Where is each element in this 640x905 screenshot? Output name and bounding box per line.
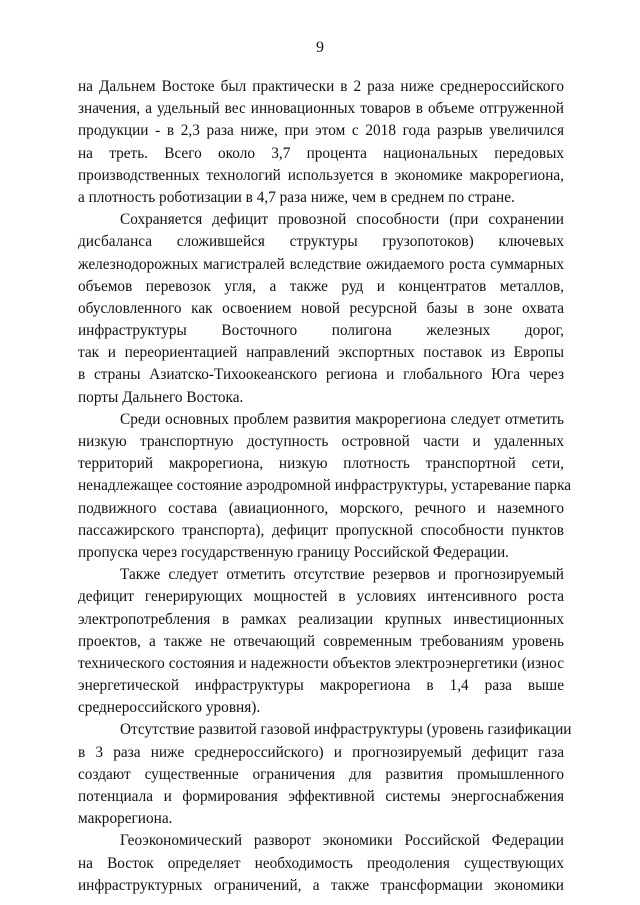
text-line: в 3 раза ниже среднероссийского) и прогнозируемый дефицит газа [78,743,564,761]
text-line: значения, а удельный вес инновационных товаров в объеме отгруженной [78,100,564,118]
text-line: на Дальнем Востоке был практически в 2 раза ниже среднероссийского [78,78,564,95]
text-line: энергетической инфраструктуры макрорегиона в 1,4 раза выше [78,677,564,695]
page-number: 9 [316,39,324,56]
paragraph [78,830,564,897]
text-line: потенциала и формирования эффективной системы энергоснабжения [78,788,564,805]
text-line: создают существенные ограничения для развития промышленного [78,765,564,783]
text-line: Сохраняется дефицит провозной способности (при сохранении [120,211,564,229]
text-line: Отсутствие развитой газовой инфраструктуры (уровень газификации [120,721,572,739]
text-line: макрорегиона. [78,810,173,828]
text-line: проектов, а также не отвечающий современным требованиям уровень [78,632,564,650]
text-line: Среди основных проблем развития макрорегиона следует отметить [120,410,564,428]
paragraph [78,409,572,564]
text-line: Также следует отметить отсутствие резервов и прогнозируемый [120,566,564,584]
text-line: объемов перевозок угля, а также руд и концентратов металлов, [78,277,564,295]
text-line: ненадлежащее состояние аэродромной инфраструктуры, устаревание парка [78,477,572,495]
text-line: территорий макрорегиона, низкую плотность транспортной сети, [78,455,564,473]
text-line: так и переориентацией направлений экспортных поставок из Европы [78,344,564,362]
text-line: дефицит генерирующих мощностей в условиях интенсивного роста [78,588,564,606]
text-line: инфраструктуры Восточного полигона железных дорог, [78,322,564,340]
paragraph [78,209,564,409]
text-line: а плотность роботизации в 4,7 раза ниже, чем в среднем по стране. [78,188,515,206]
paragraph [78,564,564,719]
text-line: подвижного состава (авиационного, морского, речного и наземного [78,499,564,517]
text-line: низкую транспортную доступность островной части и удаленных [78,433,564,450]
text-line: технического состояния и надежности объектов электроэнергетики (износ [78,654,564,672]
text-line: на Восток определяет необходимость преодоления существующих [78,854,564,872]
text-line: дисбаланса сложившейся структуры грузопотоков) ключевых [78,233,564,251]
document-body [78,76,572,897]
text-line: пропуска через государственную границу Российской Федерации. [78,543,510,561]
text-line: железнодорожных магистралей вследствие ожидаемого роста суммарных [78,255,564,273]
text-line: Геоэкономический разворот экономики Российской Федерации [120,832,564,850]
text-line: электропотребления в рамках реализации крупных инвестиционных [78,610,564,628]
text-line: инфраструктурных ограничений, а также трансформации экономики [78,876,564,894]
text-line: в страны Азиатско-Тихоокеанского региона и глобального Юга через [78,366,564,384]
text-line: производственных технологий используется в экономике макрорегиона, [78,166,564,184]
text-line: продукции - в 2,3 раза ниже, при этом с 2018 года разрыв увеличился [78,122,564,140]
text-line: обусловленного как освоением новой ресурсной базы в зоне охвата [78,299,564,317]
text-line: среднероссийского уровня). [78,699,261,717]
text-line: порты Дальнего Востока. [78,388,244,406]
text-line: пассажирского транспорта), дефицит пропускной способности пунктов [78,521,564,539]
paragraph [78,76,564,209]
paragraph [78,719,572,830]
text-line: на треть. Всего около 3,7 процента национальных передовых [78,144,564,162]
